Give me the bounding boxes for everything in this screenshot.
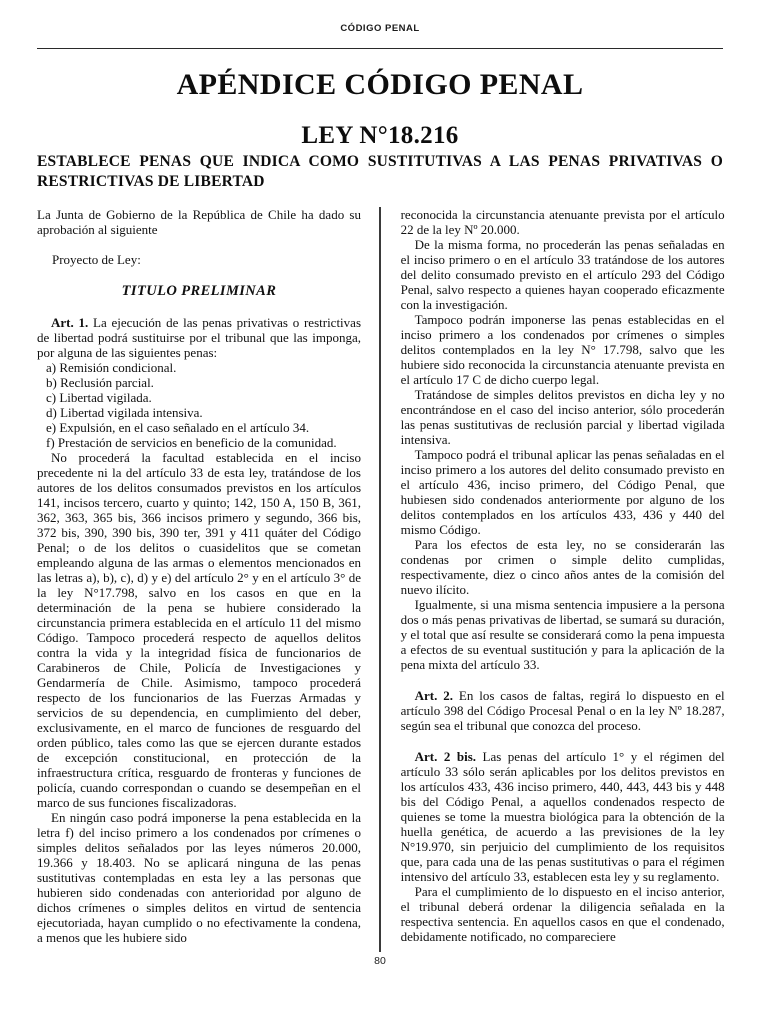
penalty-item-b: b) Reclusión parcial. [46, 375, 154, 390]
body-columns [37, 207, 725, 952]
header-rule [37, 48, 723, 49]
article-1-paragraph [37, 315, 361, 360]
penalty-item-e: e) Expulsión, en el caso señalado en el artículo 34. [46, 420, 310, 435]
misma-forma-paragraph: De la misma forma, no procederán las penas señaladas en el inciso primero o en el artículo 33 tratándose de los autores del delito consumado previsto en el artículo 293 del Código Penal, salvo respecto a quienes hayan cooperado eficazmente con la investigación. [400, 237, 725, 312]
page-number: 80 [374, 955, 386, 967]
cumplimiento-paragraph: Para el cumplimiento de lo dispuesto en el inciso anterior, el tribunal deberá ordenar la diligencia señalada en la respectiva sentencia. En aquellos casos en que el condenado, debidamente notificado, no compareciere [400, 884, 725, 944]
running-head: CÓDIGO PENAL [340, 23, 420, 34]
penalty-item-f: f) Prestación de servicios en beneficio de la comunidad. [46, 435, 337, 450]
continuation-paragraph: reconocida la circunstancia atenuante prevista por el artículo 22 de la ley Nº 20.000. [400, 207, 725, 237]
penalty-item-d: d) Libertad vigilada intensiva. [46, 405, 203, 420]
penalty-item-c: c) Libertad vigilada. [46, 390, 152, 405]
appendix-title: APÉNDICE CÓDIGO PENAL [176, 68, 584, 101]
article-2bis-text: Las penas del artículo 1° y el régimen del artículo 33 sólo serán aplicables por los delitos previstos en los artículos 433, 436 inciso primero, 440, 443, 443 bis y 448 bis del Código Penal, a aquellos condenados respecto de quienes se tome la muestra biológica para la obtención de la huella genética, de acuerdo a las previsiones de la ley N°19.970, sin perjuicio del cumplimiento de los requisitos que, para cada una de las penas sustitutivas o para el régimen intensivo del artículo 33, establecen esta ley y su reglamento. [400, 749, 725, 884]
article-2-paragraph [401, 688, 725, 733]
igualmente-paragraph: Igualmente, si una misma sentencia impusiere a la persona dos o más penas privativas de libertad, se sumará su duración, y el total que así resulte se considerará como la pena impuesta a efectos de su eventual sustitución y para la aplicación de la pena mixta del artículo 33. [400, 597, 725, 672]
left-column [37, 207, 361, 945]
column-divider [379, 207, 381, 952]
article-1-number: Art. 1. [51, 315, 89, 330]
article-2bis-number: Art. 2 bis. [414, 749, 476, 764]
law-title: LEY N°18.216 [301, 122, 459, 149]
title-preliminar-heading: TITULO PRELIMINAR [121, 283, 277, 299]
tampoco-podran-paragraph: Tampoco podrán imponerse las penas establecidas en el inciso primero a los condenados por crímenes o simples delitos contemplados en la ley N° 17.798, salvo que les hubiere sido reconocida la circunstancia atenuante prevista en el artículo 17 C de dicho cuerpo legal. [400, 312, 725, 387]
law-subtitle: ESTABLECE PENAS QUE INDICA COMO SUSTITUTIVAS A LAS PENAS PRIVATIVAS O RESTRICTIVAS DE LIBERTAD [37, 153, 723, 190]
intro-paragraph: La Junta de Gobierno de la República de Chile ha dado su aprobación al siguiente [37, 207, 361, 237]
en-ningun-caso-paragraph: En ningún caso podrá imponerse la pena establecida en la letra f) del inciso primero a los condenados por crímenes o simples delitos señalados por las leyes números 20.000, 19.366 y 18.403. No se aplicará ninguna de las penas sustitutivas contempladas en esta ley a las personas que hubieren sido condenadas con anterioridad por alguno de dichos crímenes o simples delitos en virtud de sentencia ejecutoriada, hayan cumplido o no efectivamente la condena, a menos que les hubiere sido [37, 810, 361, 945]
tampoco-tribunal-paragraph: Tampoco podrá el tribunal aplicar las penas señaladas en el inciso primero a los autores del delito consumado previsto en el artículo 436, inciso primero, del Código Penal, que hubiesen sido condenados anteriormente por alguno de los delitos contemplados en los artículos 433, 436 y 440 del mismo Código. [400, 447, 725, 537]
tratandose-paragraph: Tratándose de simples delitos previstos en dicha ley y no encontrándose en el caso del inciso anterior, sólo procederán las penas sustitutivas de reclusión parcial y libertad vigilada intensiva. [400, 387, 725, 447]
right-column [401, 207, 725, 944]
no-procedera-paragraph: No procederá la facultad establecida en el inciso precedente ni la del artículo 33 de esta ley, tratándose de los autores de los delitos consumados previstos en los artículos 141, incisos tercero, cuarto y quinto; 142, 150 A, 150 B, 361, 362, 363, 365 bis, 366 incisos primero y segundo, 366 bis, 372 bis, 390, 390 bis, 390 ter, 391 y 411 quáter del Código Penal; o de los delitos o cuasidelitos que se cometan empleando alguna de las armas o elementos mencionados en las letras a), b), c), d) y e) del artículo 2° y en el artículo 3° de la ley N°17.798, salvo en los casos en que en la determinación de la pena se hubiere considerado la circunstancia primera establecida en el artículo 11 del mismo Código. Tampoco procederá respecto de aquellos delitos contra la vida y la integridad física de funcionarios de Carabineros de Chile, Policía de Investigaciones y Gendarmería de Chile. Asimismo, tampoco procederá respecto de los funcionarios de las Fuerzas Armadas y servicios de su dependencia, en cumplimiento del deber, exclusivamente, en el marco de funciones de resguardo del orden público, tales como las que se ejercen durante estados de excepción constitucional, en protección de la infraestructura crítica, resguardo de fronteras y funciones de policía, cuando correspondan o cuando se desempeñan en el marco de sus funciones fiscalizadoras. [37, 450, 361, 810]
article-2bis-paragraph [401, 749, 725, 884]
para-efectos-paragraph: Para los efectos de esta ley, no se considerarán las condenas por crimen o simple delito cumplidas, respectivamente, diez o cinco años antes de la comisión del nuevo ilícito. [400, 537, 725, 597]
project-label: Proyecto de Ley: [52, 252, 141, 267]
article-2-number: Art. 2. [414, 688, 453, 703]
article-2-text: En los casos de faltas, regirá lo dispuesto en el artículo 398 del Código Procesal Penal o en la ley Nº 18.287, según sea el tribunal que conozca del proceso. [400, 688, 725, 733]
article-1-text: La ejecución de las penas privativas o restrictivas de libertad podrá sustituirse por el tribunal que las imponga, por alguna de las siguientes penas: [37, 315, 361, 360]
penalty-item-a: a) Remisión condicional. [46, 360, 177, 375]
